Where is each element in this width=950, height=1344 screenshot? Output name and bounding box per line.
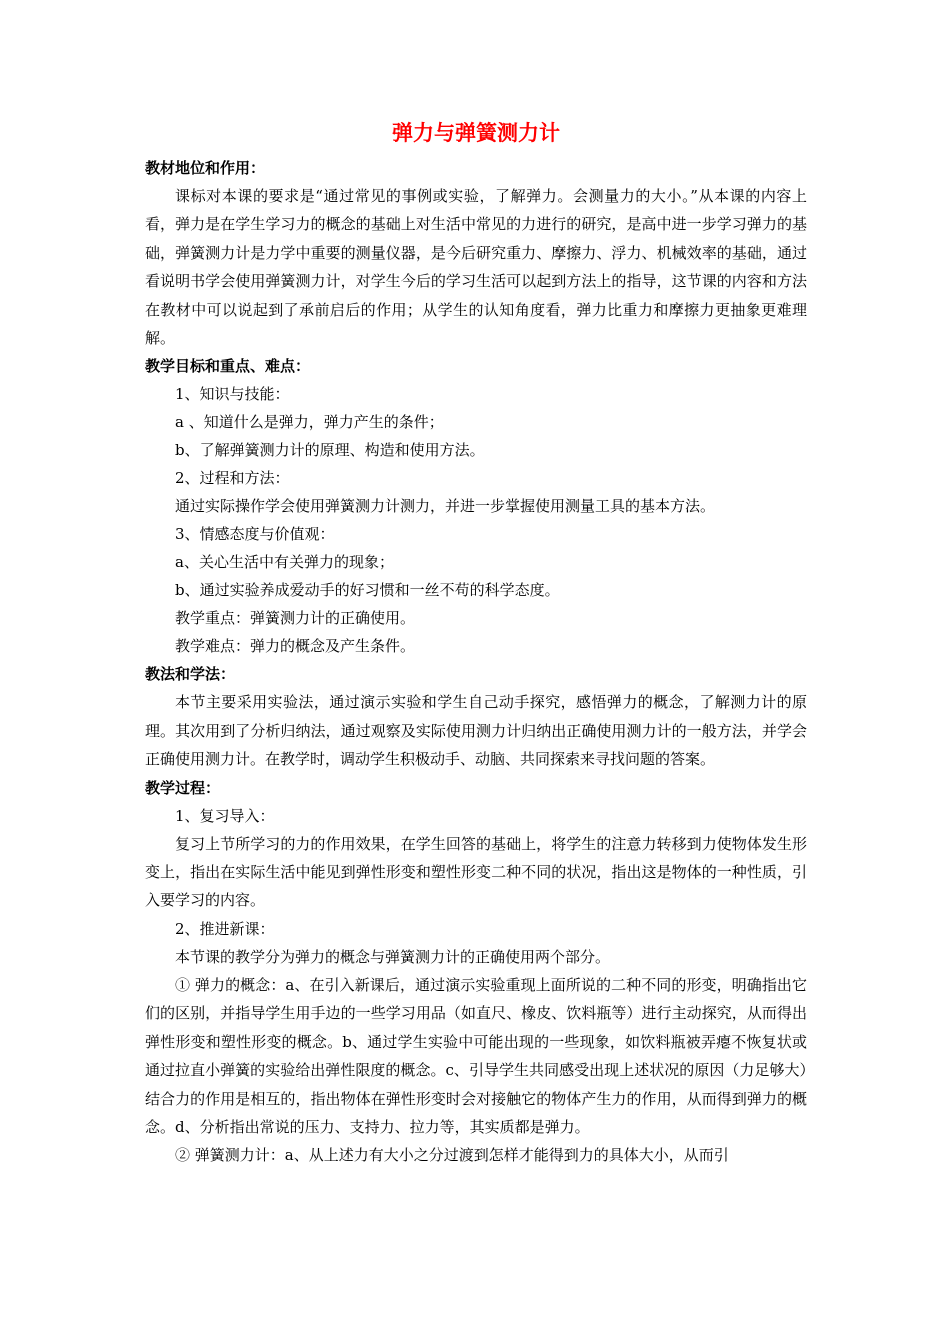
paragraph: 本节课的教学分为弹力的概念与弹簧测力计的正确使用两个部分。 bbox=[175, 947, 611, 966]
list-item: 2、过程和方法： bbox=[175, 469, 290, 488]
paragraph: 课标对本课的要求是“通过常见的事例或实验，了解弹力。会测量力的大小。”从本课的内容上看，弹力是在学生学习力的概念的基础上对生活中常见的力进行的研究，是高中进一步学习弹力的基础，弹簧测力计是力学中重要的测量仪器，是今后研究重力、摩擦力、浮力、机械效率的基础，通过看说明书学会使用弹簧测力计，对学生今后的学习生活可以起到方法上的指导，这节课的内容和方法在教材中可以说起到了承前启后的作用；从学生的认知角度看，弹力比重力和摩擦力更抽象更难理解。 bbox=[145, 187, 807, 348]
paragraph: ② 弹簧测力计：a、从上述力有大小之分过渡到怎样才能得到力的具体大小，从而引 bbox=[175, 1146, 729, 1165]
list-item: 教学难点：弹力的概念及产生条件。 bbox=[175, 637, 416, 656]
paragraph: ① 弹力的概念：a、在引入新课后，通过演示实验重现上面所说的二种不同的形变，明确指出它们的区别，并指导学生用手边的一些学习用品（如直尺、橡皮、饮料瓶等）进行主动探究，从而得出弹性形变和塑性形变的概念。b、通过学生实验中可能出现的一些现象，如饮料瓶被弄瘪不恢复状或通过拉直小弹簧的实验给出弹性限度的概念。c、引导学生共同感受出现上述状况的原因（力足够大）结合力的作用是相互的，指出物体在弹性形变时会对接触它的物体产生力的作用，从而得到弹力的概念。d、分析指出常说的压力、支持力、拉力等，其实质都是弹力。 bbox=[145, 975, 807, 1136]
section-objectives bbox=[145, 352, 807, 660]
paragraph: 本节主要采用实验法，通过演示实验和学生自己动手探究，感悟弹力的概念，了解测力计的原理。其次用到了分析归纳法，通过观察及实际使用测力计归纳出正确使用测力计的一般方法，并学会正确使用测力计。在教学时，调动学生积极动手、动脑、共同探索来寻找问题的答案。 bbox=[145, 693, 807, 769]
section-heading: 教学目标和重点、难点： bbox=[145, 357, 311, 376]
list-item: 3、情感态度与价值观： bbox=[175, 525, 335, 544]
section-heading: 教学过程： bbox=[145, 778, 221, 797]
section-process bbox=[145, 774, 807, 1170]
section-heading: 教法和学法： bbox=[145, 665, 236, 684]
section-materials bbox=[145, 154, 807, 352]
list-item: a 、知道什么是弹力，弹力产生的条件； bbox=[175, 413, 444, 432]
list-item: 教学重点：弹簧测力计的正确使用。 bbox=[175, 609, 416, 628]
list-item: 1、知识与技能： bbox=[175, 385, 290, 404]
paragraph: 复习上节所学习的力的作用效果，在学生回答的基础上，将学生的注意力转移到力使物体发生形变上，指出在实际生活中能见到弹性形变和塑性形变二种不同的状况，指出这是物体的一种性质，引入要学习的内容。 bbox=[145, 834, 807, 910]
list-item: b、通过实验养成爱动手的好习惯和一丝不苟的科学态度。 bbox=[175, 581, 560, 600]
step-label: 1、复习导入： bbox=[175, 806, 275, 825]
list-item: b、了解弹簧测力计的原理、构造和使用方法。 bbox=[175, 441, 485, 460]
list-item: a、关心生活中有关弹力的现象； bbox=[175, 553, 394, 572]
step-label: 2、推进新课： bbox=[175, 919, 275, 938]
document-page bbox=[145, 118, 807, 1170]
section-heading: 教材地位和作用： bbox=[145, 159, 266, 177]
section-methods bbox=[145, 660, 807, 773]
list-item: 通过实际操作学会使用弹簧测力计测力，并进一步掌握使用测量工具的基本方法。 bbox=[175, 497, 716, 516]
document-title: 弹力与弹簧测力计 bbox=[392, 120, 560, 145]
